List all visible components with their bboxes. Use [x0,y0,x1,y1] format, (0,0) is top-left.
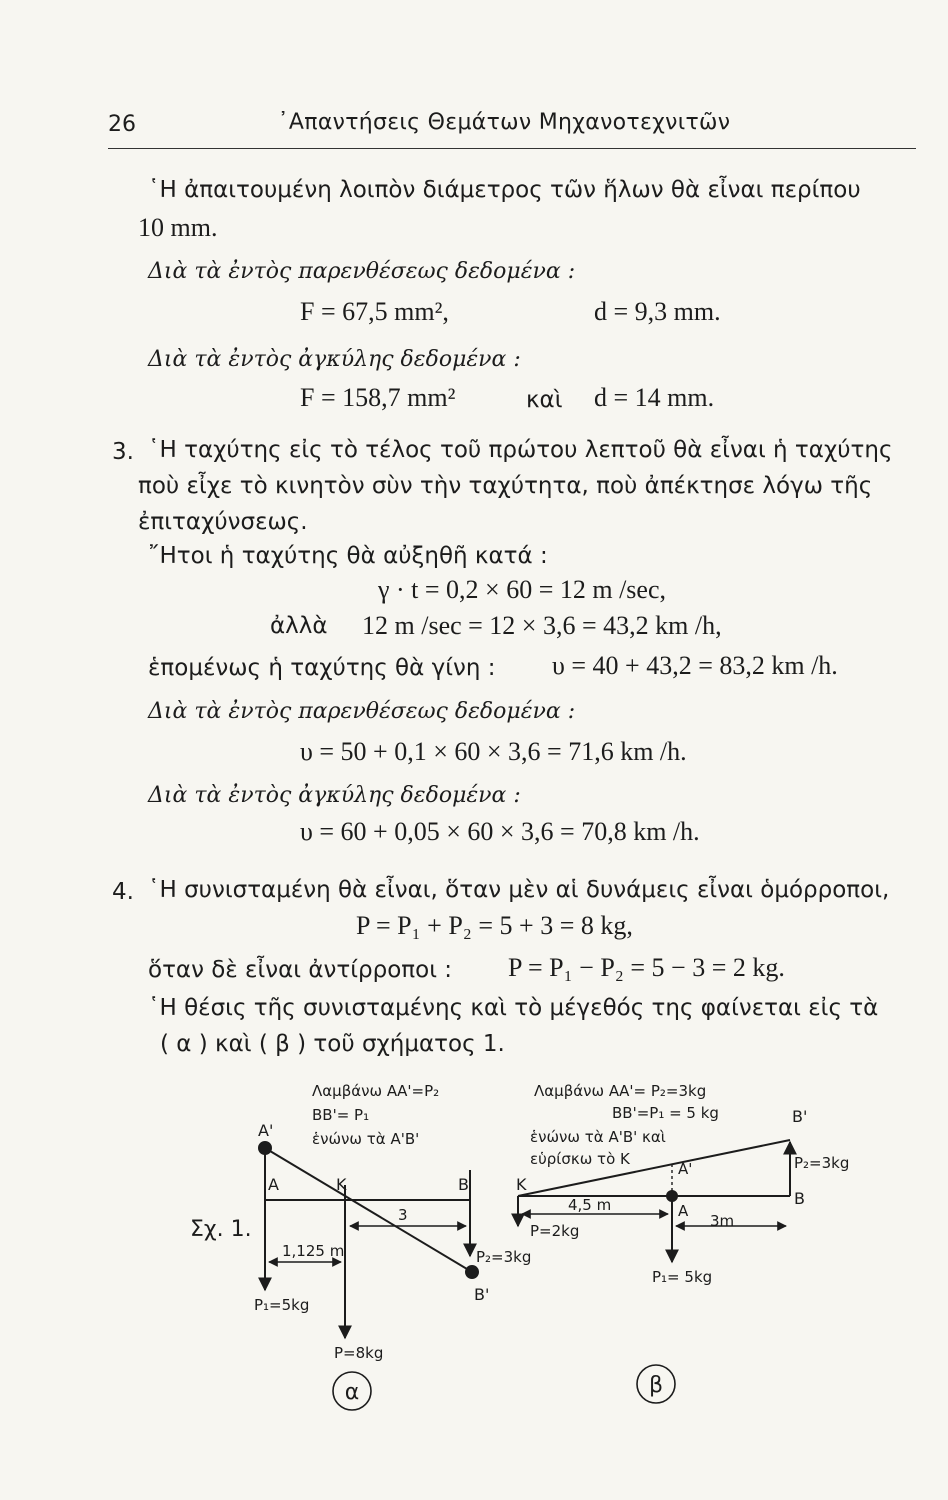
label-a-prime: Α' [258,1121,274,1140]
formula: υ = 50 + 0,1 × 60 × 3,6 = 71,6 km /h. [300,737,687,766]
formula: d = 14 mm. [594,383,715,412]
text-line: ῾Η συνισταμένη θὰ εἶναι, ὅταν μὲν αἱ δυνάμεις εἶναι ὁμόρροποι, [148,877,890,903]
note-b4: εὑρίσκω τὸ Κ [530,1150,630,1168]
caption-b: β [648,1373,664,1398]
label-k-b: Κ [516,1175,527,1194]
text-line: ἑπομένως ἡ ταχύτης θὰ γίνη : [148,655,496,681]
text-line: ῾Η ταχύτης εἰς τὸ τέλος τοῦ πρώτου λεπτοῦ θὰ εἶναι ἡ ταχύτης [148,437,893,463]
label-p2: P₂=3kg [476,1248,532,1266]
formula: 12 m /sec = 12 × 3,6 = 43,2 km /h, [362,611,722,640]
formula: γ · t = 0,2 × 60 = 12 m /sec, [378,575,667,604]
text-line: καὶ [526,387,563,413]
label-dist-45: 4,5 m [568,1196,612,1214]
text-line: ( α ) καὶ ( β ) τοῦ σχήματος 1. [160,1031,505,1057]
page-number: 26 [108,112,136,137]
formula: F = 67,5 mm², [300,297,449,326]
label-dist-3m: 3m [710,1212,735,1230]
label-a: Α [268,1175,279,1194]
note-a1: Λαμβάνω ΑΑ'=P₂ [312,1082,440,1100]
label-a-prime-b: Α' [678,1160,693,1178]
text-line: ῾Η ἀπαιτουμένη λοιπὸν διάμετρος τῶν ἥλων θὰ εἶναι περίπου [148,177,861,203]
label-b-prime-b: Β' [792,1107,808,1126]
label-p1: P₁=5kg [254,1296,310,1314]
note-b3: ἑνώνω τὰ Α'Β' καὶ [530,1128,666,1146]
note-b1: Λαμβάνω ΑΑ'= P₂=3kg [534,1082,707,1100]
text-line: 10 mm. [138,213,218,242]
running-title: ᾿Απαντήσεις Θεμάτων Μηχανοτεχνιτῶν [277,110,731,135]
note-a3: ἑνώνω τὰ Α'Β' [312,1130,420,1148]
formula: P = P₁ − P₂ = 5 − 3 = 2 kg. [508,953,785,982]
formula: P = P₁ + P₂ = 5 + 3 = 8 kg, [356,911,633,940]
diagram-a-labels [254,1082,531,1410]
formula: F = 158,7 mm² [300,383,456,412]
label-resultant-b: P=2kg [530,1222,580,1240]
label-p1-b: P₁= 5kg [652,1268,713,1286]
text-line: ἀλλὰ [270,613,328,639]
connecting-line-b [518,1140,790,1196]
formula: d = 9,3 mm. [594,297,721,326]
diagram-b-labels [516,1082,849,1403]
text-line: ῎Ητοι ἡ ταχύτης θὰ αὐξηθῆ κατά : [148,543,548,569]
item-number: 4. [112,879,134,905]
label-k: Κ [336,1175,347,1194]
item-number: 3. [112,439,134,465]
label-three: 3 [398,1206,408,1224]
caption-a: α [344,1380,360,1405]
label-b-prime: Β' [474,1285,490,1304]
label-distance: 1,125 m [282,1242,345,1260]
text-line: ῾Η θέσις τῆς συνισταμένης καὶ τὸ μέγεθός της φαίνεται εἰς τὰ [148,995,879,1021]
text-line: Διὰ τὰ ἐντὸς παρενθέσεως δεδομένα : [148,259,576,284]
label-p2-b: P₂=3kg [794,1154,850,1172]
text-line: Διὰ τὰ ἐντὸς ἀγκύλης δεδομένα : [148,347,521,372]
text-line: ὅταν δὲ εἶναι ἀντίρροποι : [148,957,453,983]
formula: υ = 40 + 43,2 = 83,2 km /h. [552,651,838,680]
figure-label: Σχ. 1. [190,1217,252,1242]
text-line: Διὰ τὰ ἐντὸς παρενθέσεως δεδομένα : [148,699,576,724]
text-line: ἐπιταχύνσεως. [138,509,308,535]
point-a-b [667,1191,677,1201]
text-line: ποὺ εἶχε τὸ κινητὸν σὺν τὴν ταχύτητα, ποὺ ἀπέκτησε λόγω τῆς [138,473,873,499]
label-b-b: Β [794,1189,805,1208]
point-a-prime [259,1142,271,1154]
point-b-prime [466,1266,478,1278]
label-a-b: Α [678,1202,689,1220]
text-line: Διὰ τὰ ἐντὸς ἀγκύλης δεδομένα : [148,783,521,808]
label-resultant: P=8kg [334,1344,384,1362]
note-b2: ΒΒ'=P₁ = 5 kg [612,1104,719,1122]
note-a2: ΒΒ'= P₁ [312,1106,370,1124]
label-b: Β [458,1175,469,1194]
formula: υ = 60 + 0,05 × 60 × 3,6 = 70,8 km /h. [300,817,700,846]
